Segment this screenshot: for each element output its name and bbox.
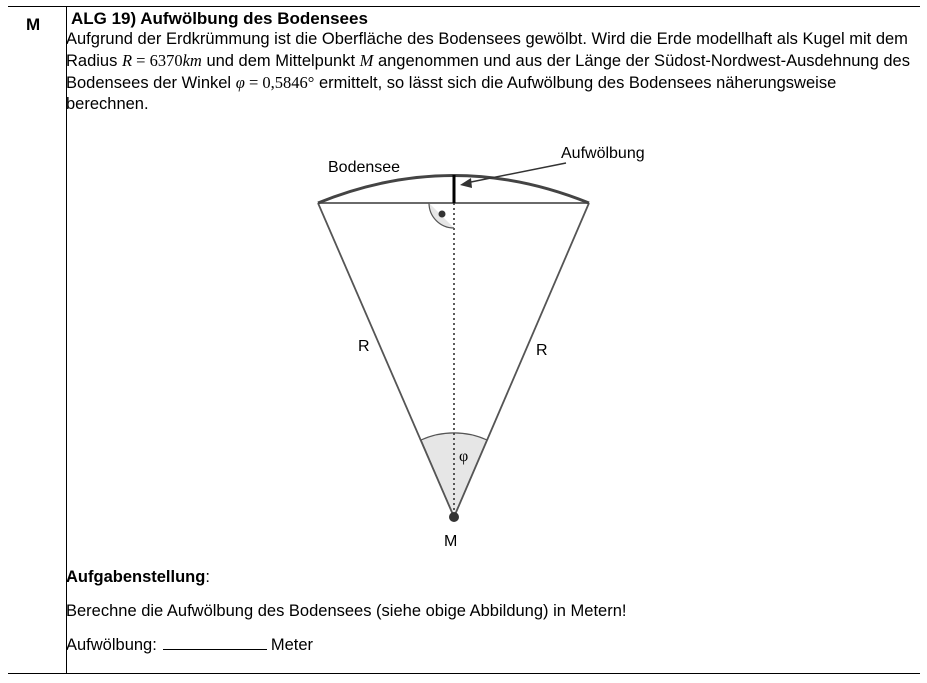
answer-unit: Meter <box>270 636 314 654</box>
intro-part-3: angenommen und aus der Länge der Südost-Nordwest-Ausdehnung des Bodensees der Winkel <box>66 52 910 92</box>
center-label: M <box>444 533 458 550</box>
answer-blank[interactable] <box>163 637 267 650</box>
category-marker: M <box>26 15 41 34</box>
radius-value: = 6370 <box>132 51 183 70</box>
intro-part-4: ermittelt, so lässt sich die Aufwölbung des Bodensees näherungsweise berechnen. <box>66 74 837 113</box>
intro-part-1: Aufgrund der Erdkrümmung ist die Oberfläche des Bodensees gewölbt. Wird die Erde modellhaft als Kugel mit dem Radius <box>66 30 908 70</box>
radius-line-right <box>454 203 589 517</box>
angle-label: φ <box>459 448 469 465</box>
angle-value: = 0,5846° <box>244 73 315 92</box>
center-point <box>449 512 459 522</box>
radius-label-left: R <box>358 338 370 355</box>
task-instruction: Berechne die Aufwölbung des Bodensees (siehe obige Abbildung) in Metern! <box>66 602 627 620</box>
answer-label: Aufwölbung: <box>66 636 157 654</box>
intro-part-2: und dem Mittelpunkt <box>201 52 360 70</box>
bulge-arrow-head <box>460 178 472 188</box>
radius-unit: km <box>182 51 202 70</box>
task-heading <box>66 568 210 587</box>
bulge-label: Aufwölbung <box>561 145 645 162</box>
lake-label: Bodensee <box>328 159 401 176</box>
center-variable: M <box>359 51 374 70</box>
radius-label-right: R <box>536 342 548 359</box>
angle-variable: φ <box>235 73 245 92</box>
answer-line <box>66 636 313 655</box>
task-heading-text: Aufgabenstellung <box>66 568 206 586</box>
right-angle-dot <box>439 211 446 218</box>
radius-variable: R <box>121 51 133 70</box>
task-title: ALG 19) Aufwölbung des Bodensees <box>71 9 368 28</box>
radius-line-left <box>318 203 454 517</box>
task-heading-colon: : <box>205 568 210 586</box>
